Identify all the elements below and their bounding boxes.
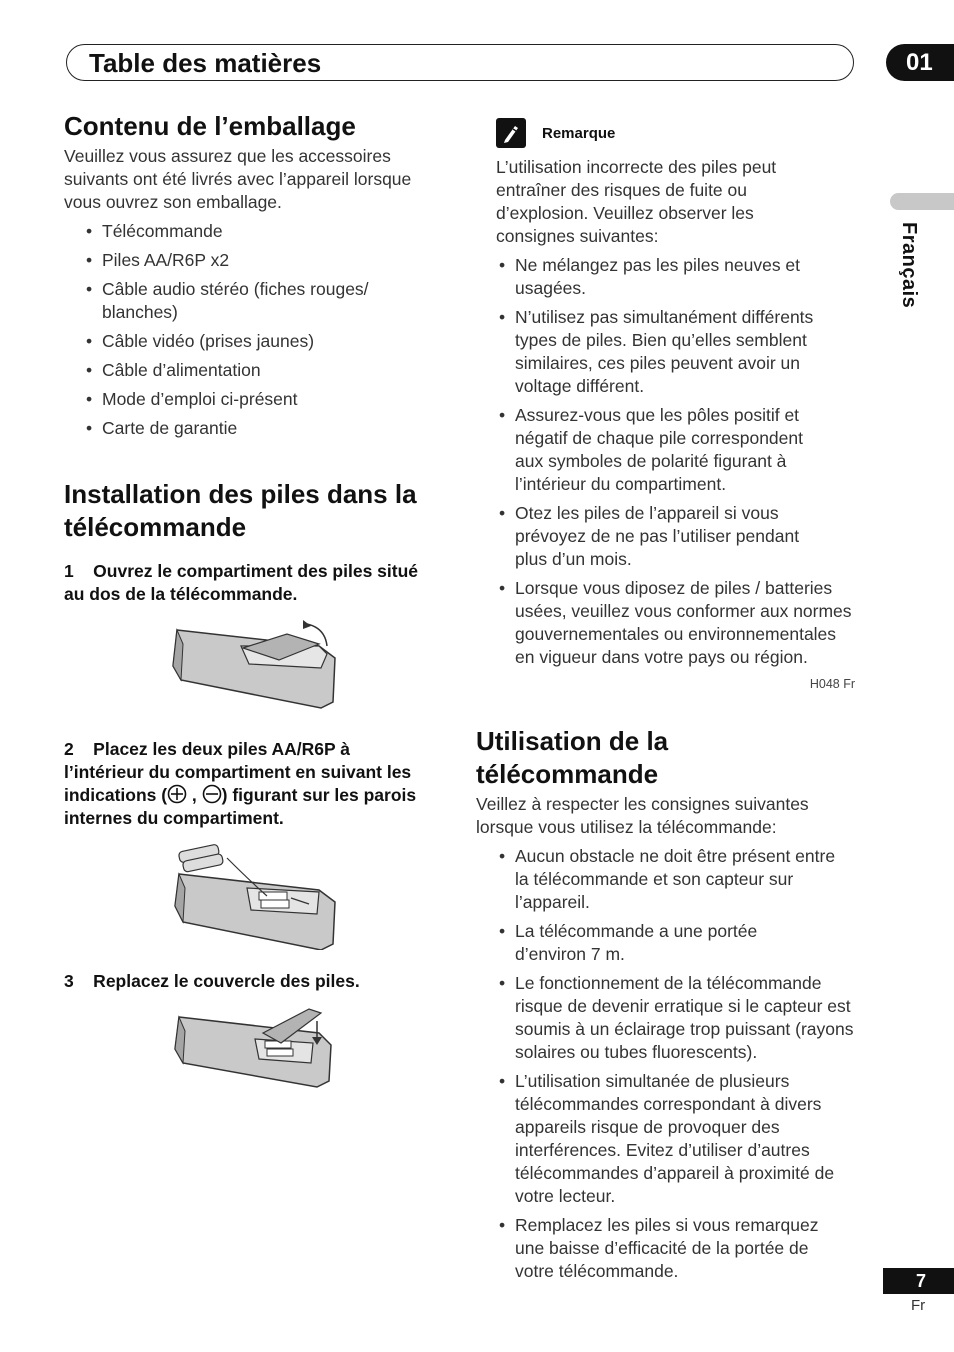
list-item: • Mode d’emploi ci-présent <box>102 388 412 411</box>
list-item: • Le fonctionnement de la télécommande risque de devenir erratique si le capteur est soumis à un éclairage trop puissant (rayons solaires ou tubes fluorescents). <box>515 972 860 1064</box>
list-item: • Lorsque vous diposez de piles / batteries usées, veuillez vous conformer aux normes gouvernementales ou environnementales en vigueur dans votre pays ou région. <box>515 577 860 669</box>
right-column <box>476 118 861 1283</box>
usage-list <box>515 845 860 1283</box>
remote-open-cover-illustration <box>64 616 449 710</box>
list-item: • N’utilisez pas simultanément différents types de piles. Bien qu’elles semblent similaires, ces piles peuvent avoir un voltage différent. <box>515 306 855 398</box>
list-item: • Piles AA/R6P x2 <box>102 249 412 272</box>
install-step-2-text-b: ) figurant sur les parois internes du compartiment. <box>64 785 422 828</box>
remote-replace-cover-illustration <box>64 1003 449 1089</box>
note-header <box>496 118 861 148</box>
note-label: Remarque <box>542 124 616 142</box>
language-tab-marker <box>890 193 954 210</box>
install-step-2-text-a: 2 Placez les deux piles AA/R6P à l’intérieur du compartiment en suivant les indications ( <box>64 739 417 805</box>
list-item: • L’utilisation simultanée de plusieurs télécommandes correspondant à divers appareils risque de provoquer des interférences. Evitez d’utiliser d’autres télécommandes d’appareil à proximité de votre lecteur. <box>515 1070 860 1208</box>
remote-insert-batteries-illustration <box>64 840 449 950</box>
page-number: 7 <box>883 1268 954 1294</box>
pencil-note-icon <box>496 118 526 148</box>
minus-polarity-icon <box>202 784 222 804</box>
contents-list <box>102 220 412 440</box>
left-column <box>64 110 449 1089</box>
list-item: • Otez les piles de l’appareil si vous prévoyez de ne pas l’utiliser pendant plus d’un mois. <box>515 502 825 571</box>
chapter-number-badge: 01 <box>886 44 954 81</box>
install-step-2-separator: , <box>187 785 202 805</box>
page-language-code: Fr <box>911 1297 926 1314</box>
list-item: • Remplacez les piles si vous remarquez une baisse d’efficacité de la portée de votre télécommande. <box>515 1214 850 1283</box>
install-step-3: 3 Replacez le couvercle des piles. <box>64 971 360 991</box>
contents-intro: Veuillez vous assurez que les accessoires suivants ont été livrés avec l’appareil lorsque vous ouvrez son emballage. <box>64 146 412 212</box>
list-item: • Assurez-vous que les pôles positif et négatif de chaque pile correspondent aux symboles de polarité figurant à l’intérieur du compartiment. <box>515 404 835 496</box>
install-step-2 <box>64 738 424 830</box>
install-step-1: 1 Ouvrez le compartiment des piles situé au dos de la télécommande. <box>64 561 423 604</box>
plus-polarity-icon <box>167 784 187 804</box>
contents-heading: Contenu de l’emballage <box>64 111 356 141</box>
reference-code: H048 Fr <box>809 677 855 691</box>
list-item: • Câble vidéo (prises jaunes) <box>102 330 412 353</box>
header-title: Table des matières <box>89 48 322 78</box>
usage-heading: Utilisation de la télécommande <box>476 726 669 789</box>
section-header <box>66 44 854 81</box>
install-heading: Installation des piles dans la télécommande <box>64 479 417 542</box>
list-item: • Ne mélangez pas les piles neuves et usagées. <box>515 254 835 300</box>
list-item: • Câble d’alimentation <box>102 359 412 382</box>
list-item: • Télécommande <box>102 220 412 243</box>
language-label: Français <box>898 222 920 309</box>
usage-intro: Veillez à respecter les consignes suivantes lorsque vous utilisez la télécommande: <box>476 794 809 837</box>
note-list <box>515 254 860 669</box>
note-intro: L’utilisation incorrecte des piles peut entraîner des risques de fuite ou d’explosion. Veuillez observer les consignes suivantes: <box>496 157 777 246</box>
list-item: • Câble audio stéréo (fiches rouges/ blanches) <box>102 278 412 324</box>
list-item: • La télécommande a une portée d’environ 7 m. <box>515 920 795 966</box>
list-item: • Carte de garantie <box>102 417 412 440</box>
list-item: • Aucun obstacle ne doit être présent entre la télécommande et son capteur sur l’appareil. <box>515 845 845 914</box>
